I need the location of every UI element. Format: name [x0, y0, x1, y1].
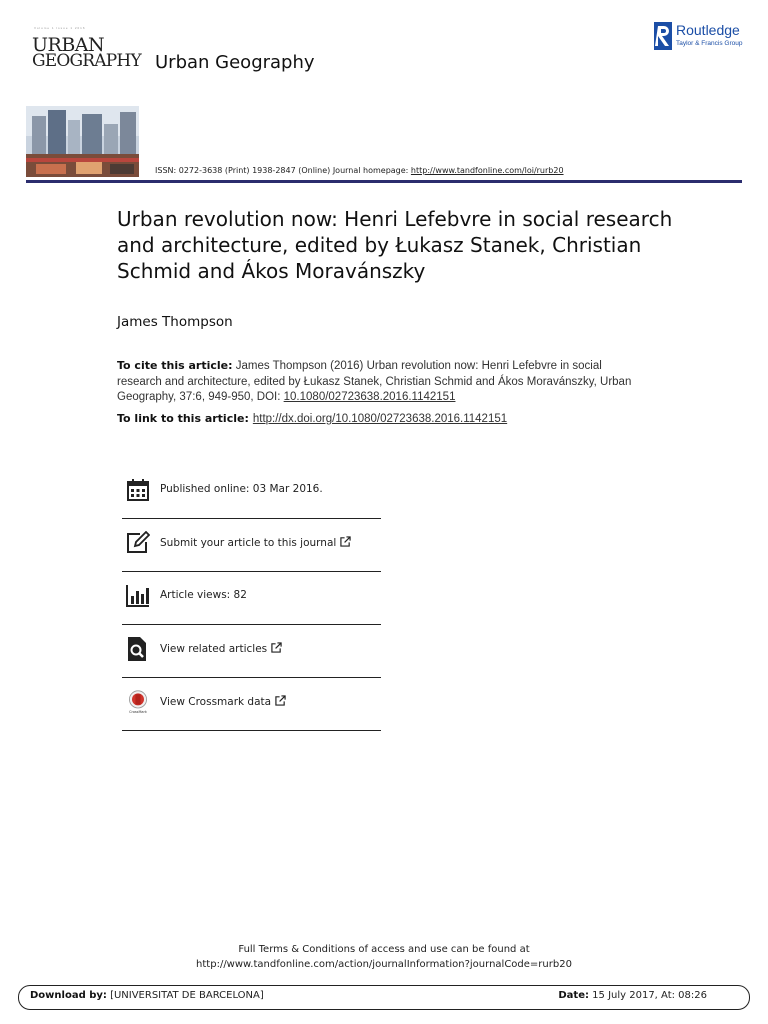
- calendar-icon: [126, 478, 150, 502]
- journal-logo-line1: URBAN: [32, 34, 105, 56]
- cite-label: To cite this article:: [117, 359, 233, 372]
- download-value: [UNIVERSITAT DE BARCELONA]: [106, 990, 264, 1001]
- related-articles-link[interactable]: [160, 642, 282, 655]
- publisher-logo: [654, 20, 754, 52]
- external-link-icon: [275, 695, 286, 706]
- download-by: [30, 990, 264, 1001]
- terms-notice: [0, 942, 768, 972]
- article-doi-link[interactable]: http://dx.doi.org/10.1080/02723638.2016.1142151: [252, 413, 508, 425]
- external-link-icon: [340, 536, 351, 547]
- download-label: Download by:: [30, 990, 107, 1001]
- journal-logo-line2: GEOGRAPHY: [32, 51, 141, 71]
- article-title: Urban revolution now: Henri Lefebvre in social research and architecture, edited by Łukasz Stanek, Christian Schmid and Ákos Moravánszky: [117, 207, 673, 283]
- publisher-subtitle: Taylor & Francis Group: [676, 40, 743, 47]
- terms-line: Full Terms & Conditions of access and use can be found at: [238, 944, 530, 955]
- published-date: Published online: 03 Mar 2016.: [160, 483, 323, 495]
- publisher-name: Routledge: [676, 22, 740, 38]
- header-divider: [26, 180, 742, 183]
- related-articles-label: View related articles: [160, 643, 268, 655]
- issn-text: ISSN: 0272-3638 (Print) 1938-2847 (Online) Journal homepage:: [155, 166, 411, 175]
- submit-article-label: Submit your article to this journal: [160, 537, 337, 549]
- search-document-icon: [126, 637, 150, 661]
- journal-title: Urban Geography: [155, 52, 315, 73]
- submit-article-link[interactable]: [160, 536, 351, 549]
- routledge-logo-icon: [654, 22, 672, 50]
- journal-homepage-link[interactable]: http://www.tandfonline.com/loi/rurb20: [410, 166, 564, 175]
- related-articles-row[interactable]: [122, 625, 381, 678]
- article-link-line: [117, 412, 507, 425]
- crossmark-row[interactable]: [122, 678, 381, 731]
- download-info-bar: [18, 985, 750, 1010]
- crossmark-badge-label: CrossMark: [129, 710, 147, 714]
- crossmark-icon: [126, 690, 150, 714]
- journal-logo: [32, 26, 142, 76]
- article-views: Article views: 82: [160, 589, 247, 601]
- crossmark-label: View Crossmark data: [160, 696, 272, 708]
- edit-icon: [126, 531, 150, 555]
- cite-doi-link[interactable]: 10.1080/02723638.2016.1142151: [283, 391, 456, 403]
- date-label: Date:: [558, 990, 589, 1001]
- article-author: James Thompson: [117, 314, 233, 330]
- external-link-icon: [271, 642, 282, 653]
- article-info-list: [122, 466, 381, 731]
- crossmark-link[interactable]: [160, 695, 286, 708]
- journal-cover-image: [26, 106, 139, 177]
- published-row: [122, 466, 381, 519]
- date-value: 15 July 2017, At: 08:26: [588, 990, 707, 1001]
- bar-chart-icon: [126, 584, 150, 608]
- citation: [117, 358, 637, 406]
- cite-text: James Thompson (2016) Urban revolution now: Henri Lefebvre in social research and architecture, edited by Łukasz Stanek, Christian Schmid and Ákos Moravánszky, Urban Geography, 37:6, 949-950, DOI:: [117, 360, 632, 403]
- submit-article-row[interactable]: [122, 519, 381, 572]
- views-row: [122, 572, 381, 625]
- journal-logo-tagline: Volume 1 Issue 1 2016: [34, 26, 86, 30]
- issn-line: [155, 166, 564, 175]
- link-label: To link to this article:: [117, 412, 249, 425]
- download-date: [558, 990, 707, 1001]
- terms-url[interactable]: http://www.tandfonline.com/action/journalInformation?journalCode=rurb20: [196, 959, 572, 970]
